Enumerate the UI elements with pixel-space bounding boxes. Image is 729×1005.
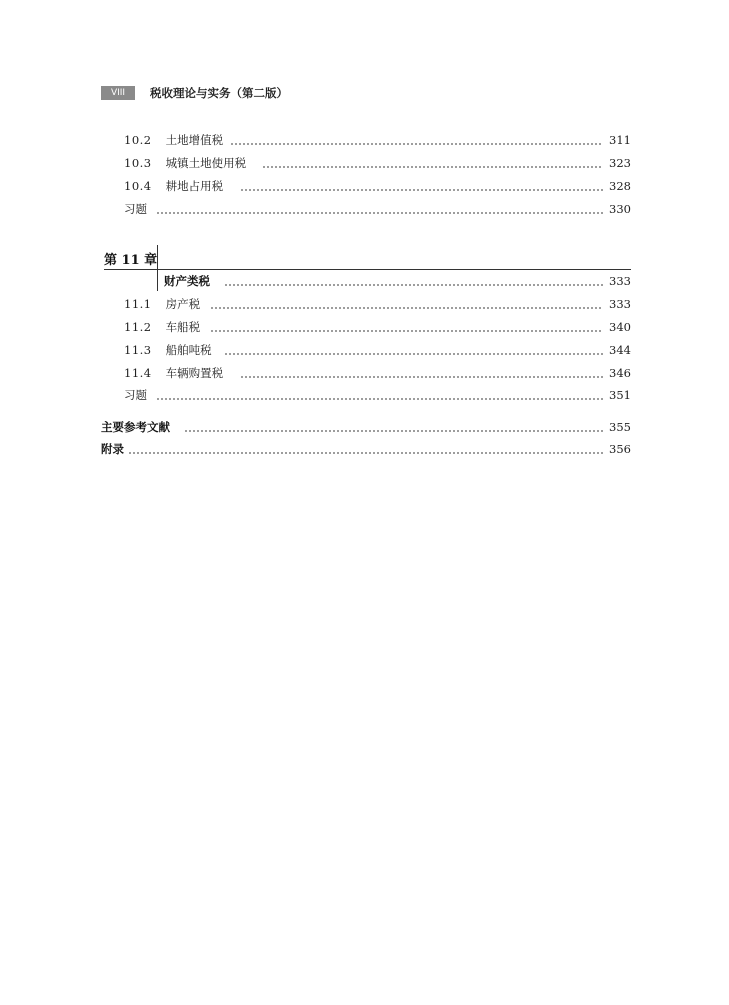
- section-number: 10.3: [124, 156, 152, 170]
- toc-entry[interactable]: [0, 200, 729, 218]
- dot-leader: [240, 189, 603, 191]
- page-ref: 323: [606, 154, 631, 172]
- page-ref: 346: [606, 364, 631, 382]
- section-number: 11.2: [124, 320, 152, 334]
- toc-entry-back-matter[interactable]: [0, 418, 729, 436]
- exercise-title: 习题: [124, 386, 151, 404]
- toc-entry[interactable]: [0, 341, 729, 359]
- section-title: 船舶吨税: [165, 343, 212, 357]
- dot-leader: [224, 353, 603, 355]
- dot-leader: [184, 430, 603, 432]
- section-number: 10.2: [124, 133, 152, 147]
- back-matter-title: 主要参考文献: [101, 420, 170, 434]
- section-title: 土地增值税: [165, 133, 224, 147]
- dot-leader: [240, 376, 603, 378]
- toc-entry-back-matter[interactable]: [0, 440, 729, 458]
- page-ref: 356: [606, 440, 631, 458]
- toc-entry[interactable]: [0, 177, 729, 195]
- page-ref: 328: [606, 177, 631, 195]
- book-title: 税收理论与实务（第二版）: [150, 86, 288, 100]
- page-ref: 333: [606, 295, 631, 313]
- dot-leader: [156, 398, 603, 400]
- dot-leader: [210, 307, 603, 309]
- section-number: 11.3: [124, 343, 152, 357]
- section-title: 城镇土地使用税: [165, 156, 247, 170]
- section-title: 车辆购置税: [165, 366, 224, 380]
- back-matter-title: 附录: [101, 442, 124, 456]
- toc-entry[interactable]: [0, 131, 729, 149]
- toc-entry[interactable]: [0, 386, 729, 404]
- toc-entry-chapter[interactable]: [0, 272, 729, 290]
- page-ref: 355: [606, 418, 631, 436]
- section-number: 10.4: [124, 179, 152, 193]
- page-ref: 333: [606, 272, 631, 290]
- dot-leader: [128, 452, 603, 454]
- dot-leader: [224, 284, 603, 286]
- toc-entry[interactable]: [0, 364, 729, 382]
- section-title: 房产税: [165, 297, 201, 311]
- dot-leader: [230, 143, 603, 145]
- toc-entry[interactable]: [0, 295, 729, 313]
- page-ref: 311: [606, 131, 631, 149]
- page-number-badge: VIII: [101, 86, 135, 100]
- section-number: 11.1: [124, 297, 152, 311]
- page-ref: 344: [606, 341, 631, 359]
- chapter-divider-horizontal: [104, 269, 631, 270]
- exercise-title: 习题: [124, 200, 151, 218]
- chapter-title: 财产类税: [164, 272, 214, 290]
- page-ref: 340: [606, 318, 631, 336]
- dot-leader: [210, 330, 603, 332]
- section-number: 11.4: [124, 366, 152, 380]
- page-header: [101, 86, 288, 100]
- page-ref: 351: [606, 386, 631, 404]
- dot-leader: [156, 212, 603, 214]
- page-ref: 330: [606, 200, 631, 218]
- chapter-label: 第 11 章: [104, 253, 158, 268]
- section-title: 耕地占用税: [165, 179, 224, 193]
- toc-entry[interactable]: [0, 154, 729, 172]
- dot-leader: [262, 166, 603, 168]
- toc-entry[interactable]: [0, 318, 729, 336]
- section-title: 车船税: [165, 320, 201, 334]
